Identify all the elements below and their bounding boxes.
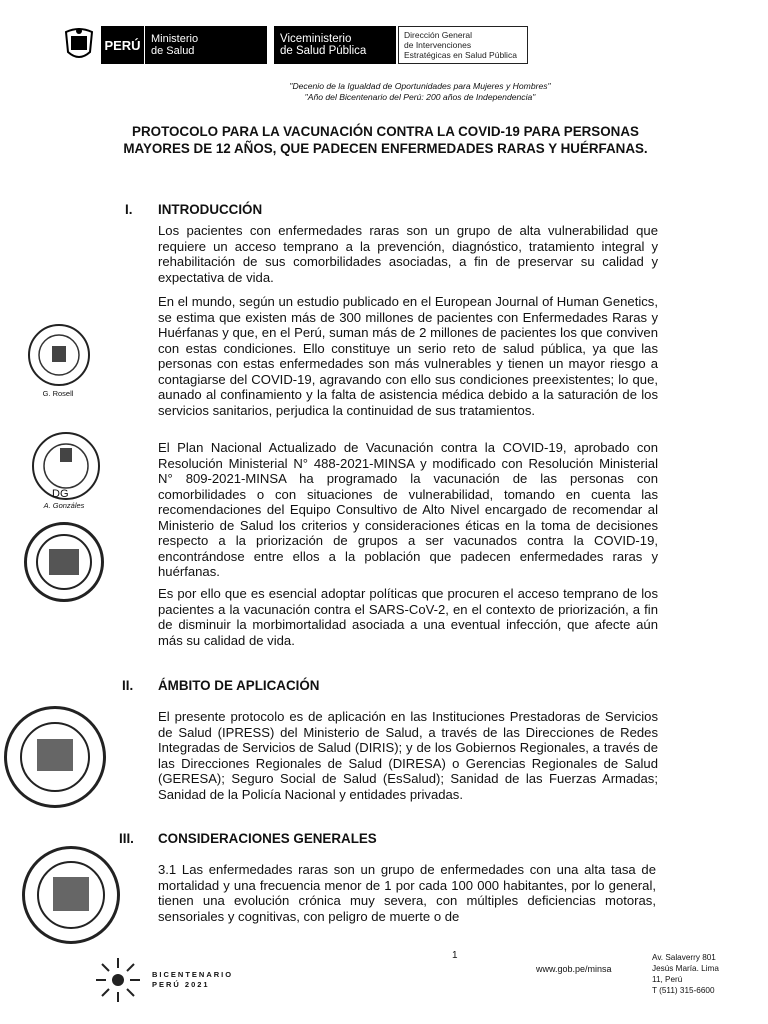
peru-shield-icon <box>62 26 96 64</box>
footer-website: www.gob.pe/minsa <box>536 964 612 974</box>
section-1-paragraph-2: En el mundo, según un estudio publicado en el European Journal of Human Genetics, se estima que existen más de 300 millones de pacientes con Enfermedades Raras y Huérfanas y que, en el Perú, suman más de 2 millones de pacientes los que conviven con estas condiciones. Ello constituye un serio reto de salud pública, ya que las personas con estas enfermedades son más vulnerables y tienen un mayor riesgo a contagiarse del COVID-19, agravando con ello sus condiciones preexistentes; lo que, aunado al confinamiento y la falta de asistencia médica debido a la saturación de los servicios sanitarios, perjudica la continuidad de sus tratamientos. <box>158 294 658 418</box>
section-2-paragraph-1: El presente protocolo es de aplicación en las Instituciones Prestadoras de Servicios de Salud (IPRESS) del Ministerio de Salud, a través de las Direcciones de Redes Integradas de Servicios de Salud (DIRIS); y de los Gobiernos Regionales, a través de las Direcciones Regionales de Salud (DIRESA) o Gerencias Regionales de Salud (GERESA); Seguro Social de Salud (EsSalud); Sanidad de las Fuerzas Armadas; Sanidad de la Policía Nacional y entidades privadas. <box>158 709 658 802</box>
section-1-heading: INTRODUCCIÓN <box>158 202 263 217</box>
viceministerio-label: Viceministerio de Salud Pública <box>274 26 396 64</box>
stamp-seal-icon <box>22 846 120 944</box>
section-1-paragraph-3: El Plan Nacional Actualizado de Vacunación contra la COVID-19, aprobado con Resolución Ministerial N° 488-2021-MINSA y modificado con Resolución Ministerial N° 809-2021-MINSA ha programado la vacunación de las personas con comorbilidades o con situaciones de vulnerabilidad, tomando en cuenta las recomendaciones del Equipo Consultivo de Alto Nivel encargado de recomendar al Ministerio de Salud los criterios y consideraciones éticas en la toma de decisiones respecto a la priorización de grupos a ser vacunados contra la COVID-19, encontrándose entre ellos a la población que padecen enfermedades raras y huérfanas. <box>158 440 658 579</box>
page-number: 1 <box>452 950 458 961</box>
section-2-heading: ÁMBITO DE APLICACIÓN <box>158 678 320 693</box>
section-3-heading: CONSIDERACIONES GENERALES <box>158 831 377 846</box>
section-3-item-3-1: 3.1 Las enfermedades raras son un grupo de enfermedades con una alta tasa de mortalidad y una frecuencia menor de 1 por cada 100 000 habitantes, por lo general, tienen una evolución crónica muy severa, con múltiples deficiencias motoras, sensoriales y cognitivas, con peligro de muerte o de <box>158 862 656 924</box>
stamp-seal-icon <box>24 522 104 602</box>
section-3-number: III. <box>119 831 134 846</box>
document-title: PROTOCOLO PARA LA VACUNACIÓN CONTRA LA COVID-19 PARA PERSONAS MAYORES DE 12 AÑOS, QUE PADECEN ENFERMEDADES RARAS Y HUÉRFANAS. <box>123 124 648 156</box>
direccion-general-label: Dirección General de Intervenciones Estratégicas en Salud Pública <box>398 26 528 64</box>
ministerio-label: Ministerio de Salud <box>145 26 267 64</box>
stamp-2-text: DG <box>52 488 69 500</box>
decenio-note: "Decenio de la Igualdad de Oportunidades para Mujeres y Hombres" "Año del Bicentenario del Perú: 200 años de Independencia" <box>289 81 551 102</box>
section-1-paragraph-4: Es por ello que es esencial adoptar políticas que procuren el acceso temprano de los pacientes a la vacunación contra el SARS-CoV-2, en el contexto de priorización, a fin de disminuir la morbimortalidad asociada a una eventual infección, que afecte aún más su calidad de vida. <box>158 586 658 648</box>
peru-label: PERÚ <box>101 26 144 64</box>
footer-address: Av. Salaverry 801 Jesús María. Lima 11, Perú T (511) 315-6600 <box>652 953 719 995</box>
section-2-number: II. <box>122 678 134 693</box>
bicentenario-sun-icon <box>94 956 142 1004</box>
section-1-number: I. <box>125 202 133 217</box>
section-1-paragraph-1: Los pacientes con enfermedades raras son un grupo de alta vulnerabilidad que requiere un acceso temprano a la prevención, diagnóstico, tratamiento integral y rehabilitación de sus comorbilidades asociadas, a fin de preservar su calidad y expectativa de vida. <box>158 223 658 285</box>
stamp-1-signature-label: G. Rosell <box>42 389 74 398</box>
stamp-2-signature-label: A. Gonzáles <box>43 501 85 510</box>
stamp-seal-icon <box>28 324 90 386</box>
bicentenario-label: BICENTENARIO PERÚ 2021 <box>152 970 234 989</box>
stamp-seal-icon <box>4 706 106 808</box>
